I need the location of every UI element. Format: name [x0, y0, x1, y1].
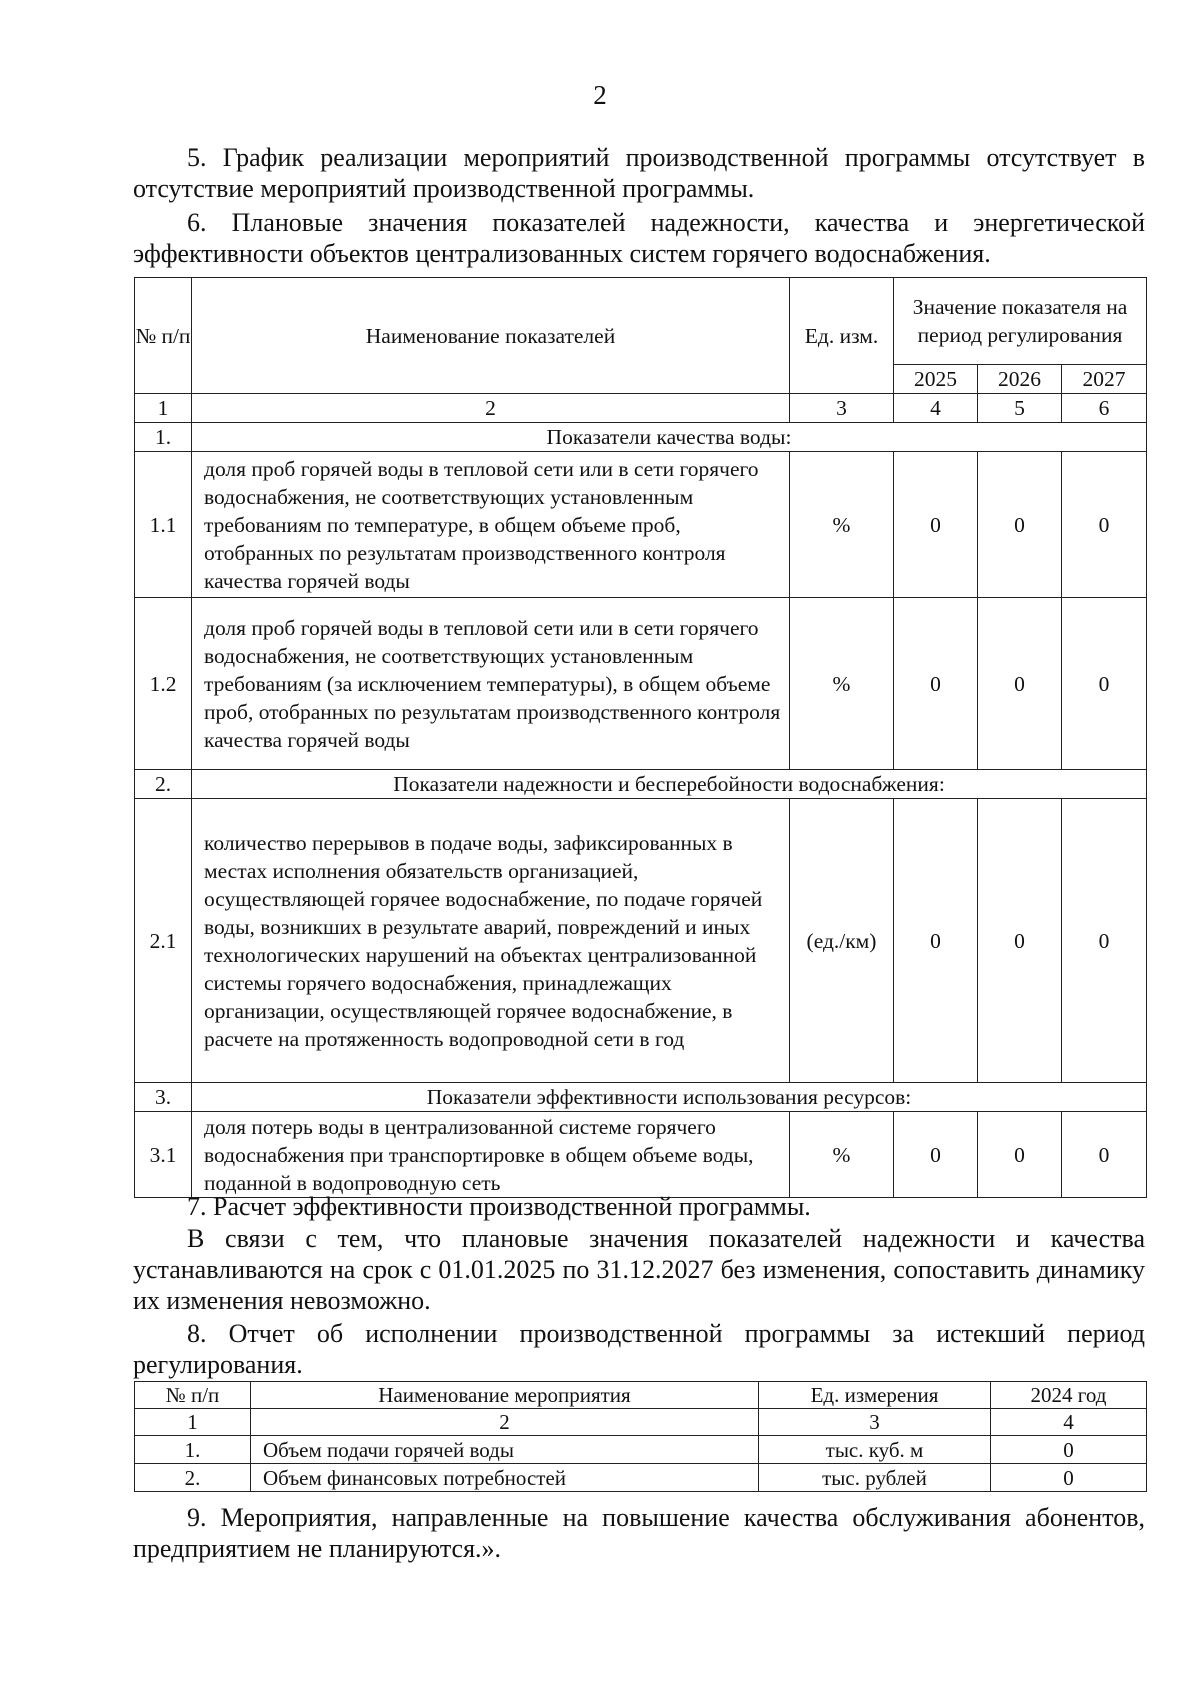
- header-name: Наименование мероприятия: [251, 1382, 759, 1409]
- column-number: 3: [759, 1409, 991, 1436]
- page-number: 2: [593, 80, 607, 110]
- item-7-title: 7. Расчет эффективности производственной программы.: [187, 1192, 811, 1221]
- column-number-row: [135, 394, 1147, 423]
- row-num: 3.1: [135, 1112, 192, 1198]
- header-year: 2027: [1062, 365, 1147, 394]
- row-value-2026: 0: [978, 799, 1062, 1083]
- section-row: [135, 423, 1147, 452]
- row-unit: %: [790, 598, 894, 770]
- row-value-2027: 0: [1062, 452, 1147, 598]
- row-value-2025: 0: [894, 1112, 978, 1198]
- row-name: доля потерь воды в централизованной системе горячего водоснабжения при транспортировке в общем объеме воды, поданной в водопроводную сеть: [192, 1112, 790, 1198]
- row-unit: тыс. куб. м: [759, 1436, 991, 1464]
- row-value: 0: [991, 1436, 1147, 1464]
- table-row: [135, 452, 1147, 598]
- column-number: 2: [251, 1409, 759, 1436]
- column-number: 5: [978, 394, 1062, 423]
- row-num: 1.: [135, 1436, 251, 1464]
- row-num: 2.1: [135, 799, 192, 1083]
- header-unit: Ед. изм.: [790, 278, 894, 394]
- row-value-2025: 0: [894, 799, 978, 1083]
- row-unit: %: [790, 452, 894, 598]
- column-number: 4: [991, 1409, 1147, 1436]
- row-value-2026: 0: [978, 1112, 1062, 1198]
- row-num: 2.: [135, 1464, 251, 1492]
- row-value-2027: 0: [1062, 1112, 1147, 1198]
- row-name: доля проб горячей воды в тепловой сети или в сети горячего водоснабжения, не соответствующих установленным требованиям (за исключением температуры), в общем объеме проб, отобранных по результатам производственного контроля качества горячей воды: [192, 598, 790, 770]
- report-table: [134, 1381, 1147, 1492]
- row-num: 1.1: [135, 452, 192, 598]
- column-number: 2: [192, 394, 790, 423]
- section-row: [135, 770, 1147, 799]
- column-number: 1: [135, 1409, 251, 1436]
- item-9-paragraph: 9. Мероприятия, направленные на повышение качества обслуживания абонентов, предприятием не планируются.».: [133, 1503, 1145, 1563]
- row-value-2027: 0: [1062, 598, 1147, 770]
- column-number-row: [135, 1409, 1147, 1436]
- section-title: Показатели надежности и бесперебойности водоснабжения:: [192, 770, 1147, 799]
- header-name: Наименование показателей: [192, 278, 790, 394]
- header-year: 2024 год: [991, 1382, 1147, 1409]
- section-num: 3.: [135, 1083, 192, 1112]
- item-7-text: В связи с тем, что плановые значения показателей надежности и качества устанавливаются на срок с 01.01.2025 по 31.12.2027 без изменения, сопоставить динамику их изменения невозможно.: [133, 1224, 1145, 1315]
- item-5-paragraph: 5. График реализации мероприятий производственной программы отсутствует в отсутствие мероприятий производственной программы.: [133, 143, 1145, 203]
- table-row: [135, 1436, 1147, 1464]
- row-unit: %: [790, 1112, 894, 1198]
- indicators-table: [134, 277, 1147, 1198]
- table-row: [135, 598, 1147, 770]
- row-value: 0: [991, 1464, 1147, 1492]
- row-value-2027: 0: [1062, 799, 1147, 1083]
- section-title: Показатели эффективности использования ресурсов:: [192, 1083, 1147, 1112]
- row-unit: тыс. рублей: [759, 1464, 991, 1492]
- section-title: Показатели качества воды:: [192, 423, 1147, 452]
- row-value-2025: 0: [894, 452, 978, 598]
- column-number: 4: [894, 394, 978, 423]
- column-number: 6: [1062, 394, 1147, 423]
- column-number: 1: [135, 394, 192, 423]
- row-value-2026: 0: [978, 452, 1062, 598]
- row-num: 1.2: [135, 598, 192, 770]
- item-6-paragraph: 6. Плановые значения показателей надежности, качества и энергетической эффективности объектов централизованных систем горячего водоснабжения.: [133, 208, 1145, 268]
- row-name: Объем подачи горячей воды: [251, 1436, 759, 1464]
- row-name: Объем финансовых потребностей: [251, 1464, 759, 1492]
- header-value-group: Значение показателя на период регулирования: [894, 278, 1147, 365]
- header-year: 2025: [894, 365, 978, 394]
- section-row: [135, 1083, 1147, 1112]
- header-num: № п/п: [135, 1382, 251, 1409]
- row-name: количество перерывов в подаче воды, зафиксированных в местах исполнения обязательств организацией, осуществляющей горячее водоснабжение, по подаче горячей воды, возникших в результате аварий, повреждений и иных технологических нарушений на объектах централизованной системы горячего водоснабжения, принадлежащих организации, осуществляющей горячее водоснабжение, в расчете на протяженность водопроводной сети в год: [192, 799, 790, 1083]
- header-num: № п/п: [135, 278, 192, 394]
- section-num: 2.: [135, 770, 192, 799]
- row-value-2025: 0: [894, 598, 978, 770]
- row-unit: (ед./км): [790, 799, 894, 1083]
- header-unit: Ед. измерения: [759, 1382, 991, 1409]
- row-name: доля проб горячей воды в тепловой сети или в сети горячего водоснабжения, не соответствующих установленным требованиям по температуре, в общем объеме проб, отобранных по результатам производственного контроля качества горячей воды: [192, 452, 790, 598]
- section-num: 1.: [135, 423, 192, 452]
- table-row: [135, 1112, 1147, 1198]
- row-value-2026: 0: [978, 598, 1062, 770]
- item-8-paragraph: 8. Отчет об исполнении производственной программы за истекший период регулирования.: [133, 1319, 1145, 1379]
- column-number: 3: [790, 394, 894, 423]
- table-row: [135, 1464, 1147, 1492]
- table-row: [135, 799, 1147, 1083]
- header-year: 2026: [978, 365, 1062, 394]
